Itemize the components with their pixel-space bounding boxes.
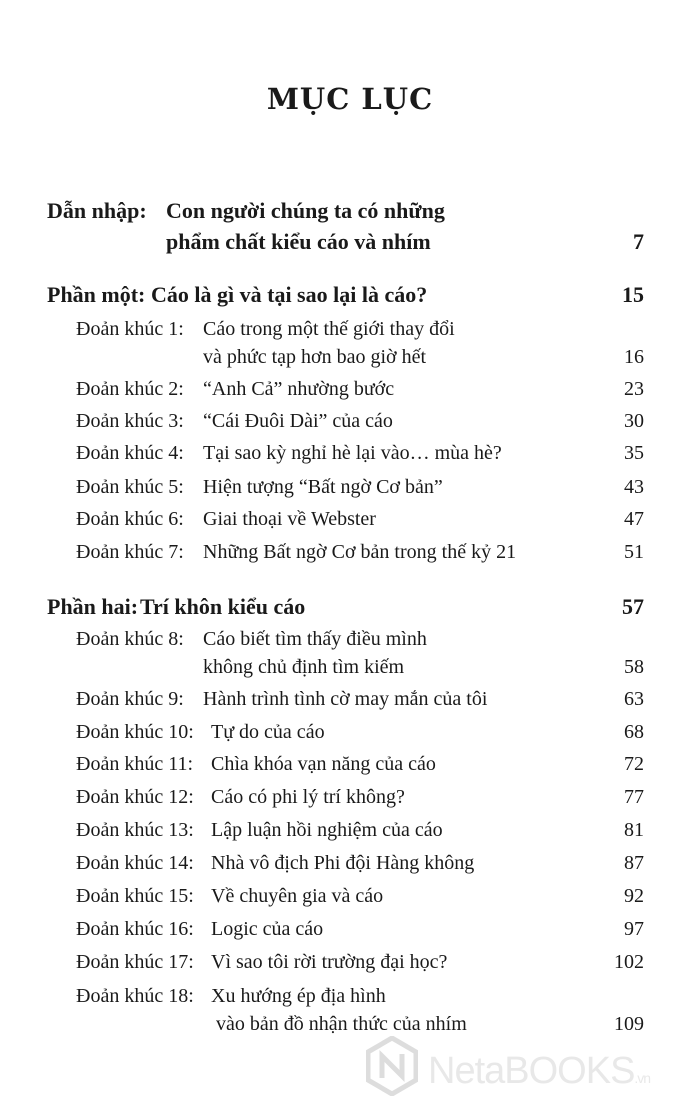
toc-entry-title: Giai thoại về Webster <box>203 508 376 530</box>
toc-entry-label: Đoản khúc 2: <box>76 378 184 400</box>
toc-entry-label: Đoản khúc 8: <box>76 628 184 650</box>
toc-entry-title: Những Bất ngờ Cơ bản trong thế kỷ 21 <box>203 541 517 563</box>
toc-intro-label: Dẫn nhập: <box>47 198 147 223</box>
toc-entry[interactable] <box>0 442 700 470</box>
toc-entry-page: 68 <box>624 721 644 743</box>
toc-part-one[interactable] <box>0 282 700 312</box>
toc-entry-page: 109 <box>614 1013 644 1035</box>
toc-entry[interactable] <box>0 951 700 979</box>
toc-entry-title: “Cái Đuôi Dài” của cáo <box>203 410 393 432</box>
toc-entry-page: 92 <box>624 885 644 907</box>
toc-entry-label: Đoản khúc 6: <box>76 508 184 530</box>
toc-entry[interactable] <box>0 918 700 946</box>
toc-entry[interactable] <box>0 541 700 569</box>
toc-entry-title: Lập luận hồi nghiệm của cáo <box>211 819 443 841</box>
toc-entry-label: Đoản khúc 12: <box>76 786 194 808</box>
toc-entry-title-line2: vào bản đồ nhận thức của nhím <box>216 1013 467 1035</box>
toc-entry-label: Đoản khúc 10: <box>76 721 194 743</box>
toc-entry-page: 35 <box>624 442 644 464</box>
toc-entry-page: 63 <box>624 688 644 710</box>
toc-entry-page: 97 <box>624 918 644 940</box>
toc-intro-page: 7 <box>633 229 644 254</box>
toc-entry[interactable] <box>0 378 700 406</box>
toc-part-page: 15 <box>622 282 644 307</box>
toc-part-title: Trí khôn kiểu cáo <box>140 594 306 619</box>
toc-entry-page: 77 <box>624 786 644 808</box>
toc-entry-title: Cáo trong một thế giới thay đổi <box>203 318 455 340</box>
toc-entry-title: Tại sao kỳ nghỉ hè lại vào… mùa hè? <box>203 442 502 464</box>
toc-entry[interactable] <box>0 410 700 438</box>
toc-entry[interactable] <box>0 885 700 913</box>
netabooks-watermark <box>366 1032 700 1112</box>
toc-entry-page: 58 <box>624 656 644 678</box>
toc-entry-label: Đoản khúc 17: <box>76 951 194 973</box>
toc-part-label: Phần một: <box>47 282 146 307</box>
toc-entry-page: 16 <box>624 346 644 368</box>
toc-entry-title-line2: và phức tạp hơn bao giờ hết <box>203 346 427 368</box>
toc-part-label: Phần hai: <box>47 594 139 619</box>
toc-intro-title-line1: Con người chúng ta có những <box>166 198 445 223</box>
toc-entry-label: Đoản khúc 4: <box>76 442 184 464</box>
toc-entry-page: 51 <box>624 541 644 563</box>
toc-entry[interactable] <box>0 508 700 536</box>
toc-entry-title: Cáo biết tìm thấy điều mình <box>203 628 427 650</box>
toc-entry-label: Đoản khúc 9: <box>76 688 184 710</box>
toc-entry-title: Logic của cáo <box>211 918 324 940</box>
toc-entry-label: Đoản khúc 3: <box>76 410 184 432</box>
toc-entry-title: Cáo có phi lý trí không? <box>211 786 405 808</box>
toc-entry[interactable] <box>0 753 700 781</box>
toc-entry-page: 30 <box>624 410 644 432</box>
toc-entry[interactable] <box>0 318 700 374</box>
toc-entry-label: Đoản khúc 7: <box>76 541 184 563</box>
toc-entry-page: 43 <box>624 476 644 498</box>
toc-intro[interactable] <box>0 198 700 258</box>
toc-entry-label: Đoản khúc 1: <box>76 318 184 340</box>
toc-entry-label: Đoản khúc 13: <box>76 819 194 841</box>
toc-entry-title: Về chuyên gia và cáo <box>211 885 384 907</box>
watermark-suffix: .vn <box>634 1070 651 1086</box>
toc-entry-title: Tự do của cáo <box>211 721 325 743</box>
watermark-text <box>428 1050 650 1093</box>
toc-entry[interactable] <box>0 688 700 716</box>
toc-entry-title-line2: không chủ định tìm kiếm <box>203 656 405 678</box>
toc-entry[interactable] <box>0 721 700 749</box>
toc-entry-title: Hành trình tình cờ may mắn của tôi <box>203 688 488 710</box>
toc-entry-title: Chìa khóa vạn năng của cáo <box>211 753 436 775</box>
toc-part-title: Cáo là gì và tại sao lại là cáo? <box>151 282 428 307</box>
toc-entry[interactable] <box>0 819 700 847</box>
toc-entry-page: 102 <box>614 951 644 973</box>
toc-entry-label: Đoản khúc 16: <box>76 918 194 940</box>
toc-entry-title: Nhà vô địch Phi đội Hàng không <box>211 852 475 874</box>
toc-entry-label: Đoản khúc 15: <box>76 885 194 907</box>
toc-entry-title: Hiện tượng “Bất ngờ Cơ bản” <box>203 476 443 498</box>
toc-entry-page: 47 <box>624 508 644 530</box>
toc-entry-title: “Anh Cả” nhường bước <box>203 378 395 400</box>
toc-entry-title: Vì sao tôi rời trường đại học? <box>211 951 448 973</box>
toc-entry[interactable] <box>0 786 700 814</box>
toc-intro-title-line2: phẩm chất kiểu cáo và nhím <box>166 229 431 254</box>
toc-entry[interactable] <box>0 852 700 880</box>
netabooks-logo-icon <box>366 1036 418 1096</box>
toc-entry-label: Đoản khúc 11: <box>76 753 194 775</box>
toc-entry[interactable] <box>0 628 700 684</box>
toc-part-page: 57 <box>622 594 644 619</box>
toc-entry-page: 81 <box>624 819 644 841</box>
toc-entry-label: Đoản khúc 14: <box>76 852 194 874</box>
toc-part-two[interactable] <box>0 594 700 624</box>
toc-entry-page: 23 <box>624 378 644 400</box>
toc-entry-label: Đoản khúc 18: <box>76 985 194 1007</box>
toc-entry-page: 87 <box>624 852 644 874</box>
toc-entry-title: Xu hướng ép địa hình <box>211 985 386 1007</box>
toc-entry-label: Đoản khúc 5: <box>76 476 184 498</box>
toc-entry-page: 72 <box>624 753 644 775</box>
page-title: MỤC LỤC <box>266 82 434 116</box>
toc-entry[interactable] <box>0 476 700 504</box>
watermark-brand: NetaBOOKS <box>428 1050 635 1092</box>
